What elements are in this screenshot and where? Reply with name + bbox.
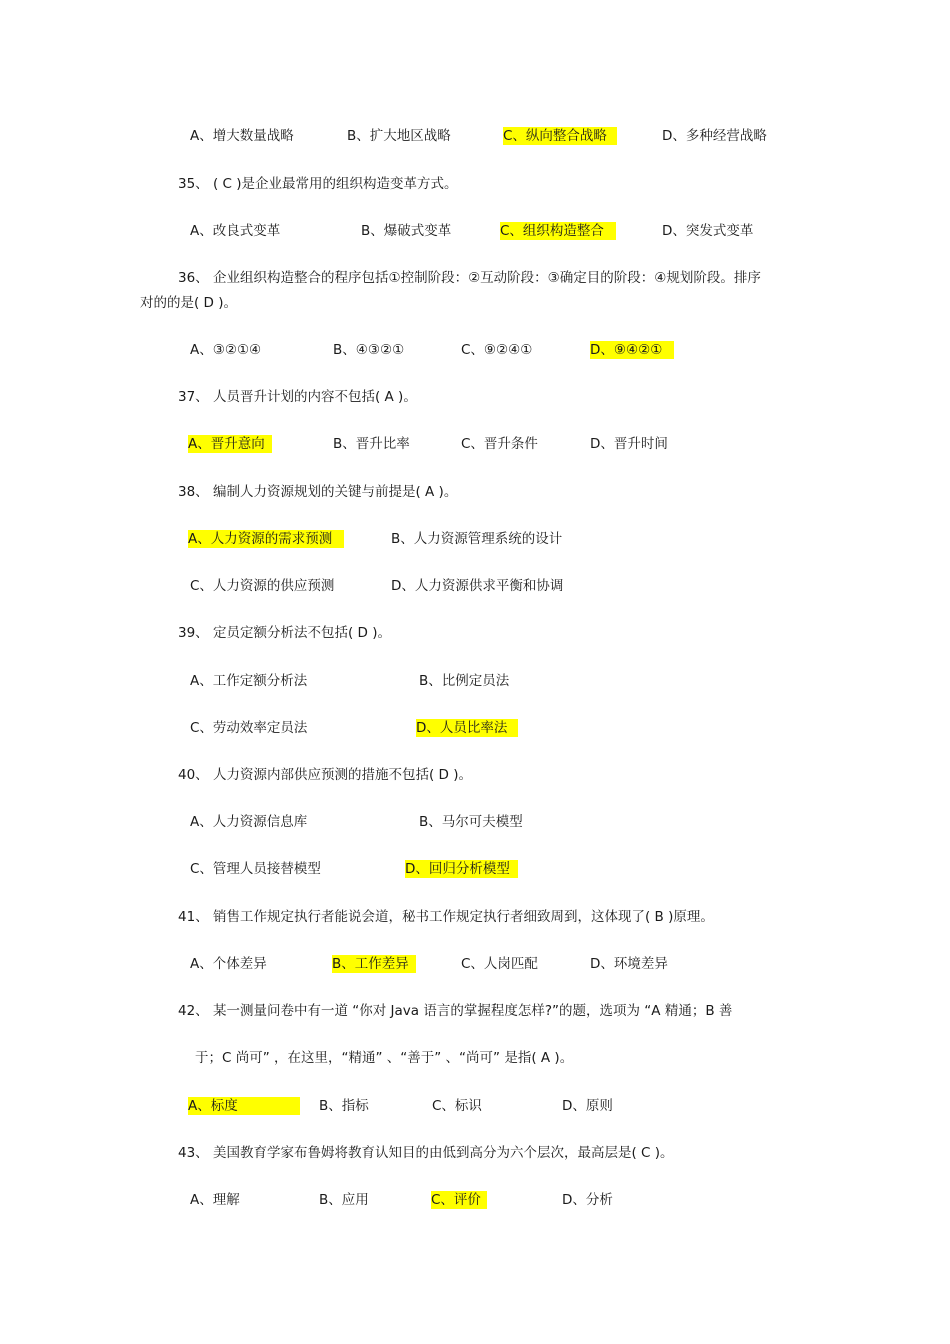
q41-option-c: C、人岗匹配	[461, 956, 538, 972]
q40-option-a: A、人力资源信息库	[190, 814, 308, 830]
q43-stem: 43、 美国教育学家布鲁姆将教育认知目的由低到高分为六个层次，最高层是( C )。	[178, 1145, 674, 1161]
q37-option-d: D、晋升时间	[590, 436, 668, 452]
q43-option-c-answer: C、评价	[431, 1191, 487, 1209]
q39-option-a: A、工作定额分析法	[190, 673, 308, 689]
q36-option-b: B、④③②①	[333, 342, 405, 358]
q36-option-c: C、⑨②④①	[461, 342, 533, 358]
q35-option-d: D、突发式变革	[662, 223, 754, 239]
q42-option-d: D、原则	[562, 1098, 613, 1114]
q34-option-a: A、增大数量战略	[190, 128, 294, 144]
q42-option-c: C、标识	[432, 1098, 482, 1114]
q36-stem-line2: 对的的是( D )。	[140, 295, 238, 311]
q38-option-a-answer: A、人力资源的需求预测	[188, 530, 344, 548]
q40-option-b: B、马尔可夫模型	[419, 814, 523, 830]
q38-option-d: D、人力资源供求平衡和协调	[391, 578, 564, 594]
q38-option-c: C、人力资源的供应预测	[190, 578, 335, 594]
q36-option-a: A、③②①④	[190, 342, 262, 358]
q42-stem-line1: 42、 某一测量问卷中有一道 “你对 Java 语言的掌握程度怎样?”的题，选项为 “A 精通；B 善	[178, 1003, 733, 1019]
q34-option-b: B、扩大地区战略	[347, 128, 451, 144]
q38-option-b: B、人力资源管理系统的设计	[391, 531, 563, 547]
q36-option-d-answer: D、⑨④②①	[590, 341, 674, 359]
q40-stem: 40、 人力资源内部供应预测的措施不包括( D )。	[178, 767, 472, 783]
q37-option-b: B、晋升比率	[333, 436, 410, 452]
q35-option-a: A、改良式变革	[190, 223, 281, 239]
q38-stem: 38、 编制人力资源规划的关键与前提是( A )。	[178, 484, 458, 500]
q42-stem-line2: 于；C 尚可” ，在这里，“精通” 、“善于” 、“尚可” 是指( A )。	[195, 1050, 574, 1066]
q35-option-b: B、爆破式变革	[361, 223, 452, 239]
q39-option-c: C、劳动效率定员法	[190, 720, 308, 736]
q36-stem-line1: 36、 企业组织构造整合的程序包括①控制阶段：②互动阶段：③确定目的阶段：④规划阶段。排序	[178, 270, 761, 286]
q35-option-c-answer: C、组织构造整合	[500, 222, 616, 240]
q43-option-a: A、理解	[190, 1192, 240, 1208]
q37-option-c: C、晋升条件	[461, 436, 538, 452]
q34-option-d: D、多种经营战略	[662, 128, 767, 144]
q35-stem: 35、 ( C )是企业最常用的组织构造变革方式。	[178, 176, 458, 192]
q42-option-b: B、指标	[319, 1098, 369, 1114]
q40-option-c: C、管理人员接替模型	[190, 861, 321, 877]
q41-option-a: A、个体差异	[190, 956, 267, 972]
q41-option-d: D、环境差异	[590, 956, 668, 972]
q43-option-b: B、应用	[319, 1192, 369, 1208]
q39-stem: 39、 定员定额分析法不包括( D )。	[178, 625, 391, 641]
q41-option-b-answer: B、工作差异	[332, 955, 416, 973]
q37-option-a-answer: A、晋升意向	[188, 435, 272, 453]
q39-option-b: B、比例定员法	[419, 673, 510, 689]
q34-option-c-answer: C、纵向整合战略	[503, 127, 617, 145]
q37-stem: 37、 人员晋升计划的内容不包括( A )。	[178, 389, 417, 405]
q39-option-d-answer: D、人员比率法	[416, 719, 518, 737]
q43-option-d: D、分析	[562, 1192, 613, 1208]
q42-option-a-answer: A、标度	[188, 1097, 300, 1115]
q41-stem: 41、 销售工作规定执行者能说会道，秘书工作规定执行者细致周到，这体现了( B )原理。	[178, 909, 714, 925]
q40-option-d-answer: D、回归分析模型	[405, 860, 518, 878]
